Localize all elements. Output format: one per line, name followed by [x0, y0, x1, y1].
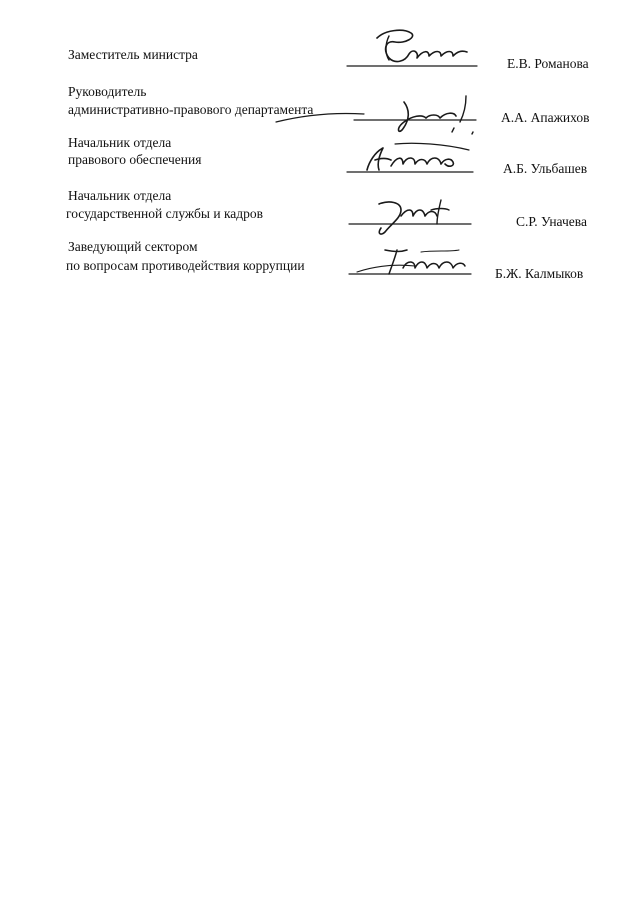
position-title-line: государственной службы и кадров — [66, 206, 264, 221]
position-title-line: Начальник отдела — [68, 188, 172, 203]
position-title-line: Заместитель министра — [68, 47, 198, 62]
handwritten-signature — [345, 194, 480, 240]
handwritten-signature — [345, 140, 480, 180]
position-title-line: Руководитель — [68, 84, 147, 99]
signatory-name: А.А. Апажихов — [501, 110, 590, 125]
handwritten-signature — [270, 92, 490, 140]
handwritten-signature — [345, 24, 480, 74]
position-title-line: Начальник отдела — [68, 135, 172, 150]
handwritten-signature — [345, 246, 480, 286]
position-title-line: Заведующий сектором — [68, 239, 198, 254]
signatory-name: Е.В. Романова — [507, 56, 589, 71]
position-title-line: правового обеспечения — [68, 152, 202, 167]
signatory-name: Б.Ж. Калмыков — [495, 266, 584, 281]
position-title-line: по вопросам противодействия коррупции — [66, 258, 305, 273]
position-title-line: административно-правового департамента — [68, 102, 314, 117]
signatory-name: А.Б. Ульбашев — [503, 161, 588, 176]
signatory-name: С.Р. Уначева — [516, 214, 587, 229]
